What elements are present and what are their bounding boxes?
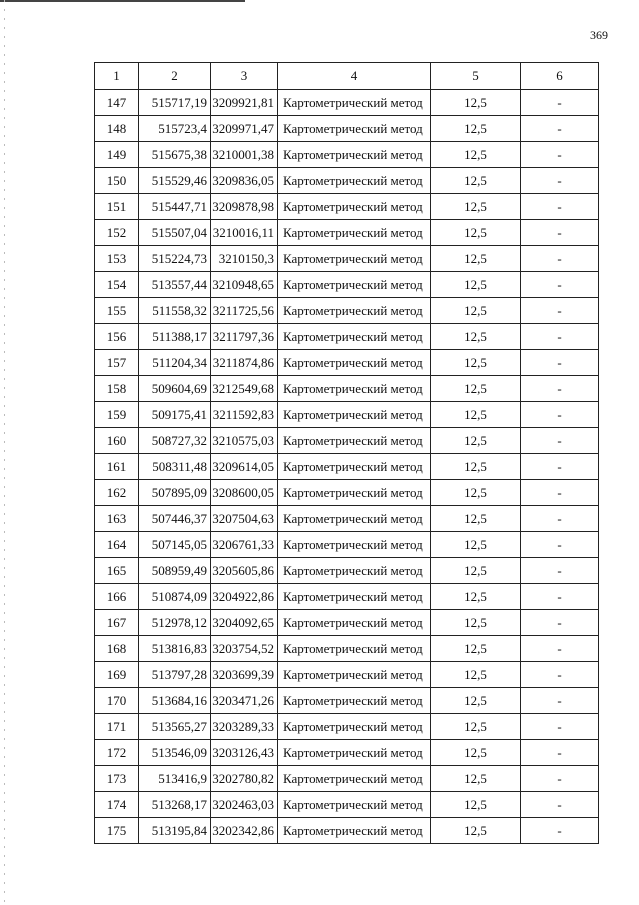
- accuracy-cell: 12,5: [431, 324, 521, 350]
- table-row: [95, 454, 599, 480]
- table-row: [95, 766, 599, 792]
- point-number-cell: 164: [95, 532, 139, 558]
- accuracy-cell: 12,5: [431, 818, 521, 844]
- y-coordinate-cell: 3204092,65: [211, 610, 278, 636]
- method-cell: Картометрический метод: [278, 688, 431, 714]
- accuracy-cell: 12,5: [431, 246, 521, 272]
- x-coordinate-cell: 515224,73: [139, 246, 211, 272]
- x-coordinate-cell: 513797,28: [139, 662, 211, 688]
- note-cell: -: [521, 688, 599, 714]
- accuracy-cell: 12,5: [431, 584, 521, 610]
- accuracy-cell: 12,5: [431, 506, 521, 532]
- point-number-cell: 148: [95, 116, 139, 142]
- y-coordinate-cell: 3202780,82: [211, 766, 278, 792]
- accuracy-cell: 12,5: [431, 402, 521, 428]
- table-row: [95, 350, 599, 376]
- point-number-cell: 162: [95, 480, 139, 506]
- point-number-cell: 147: [95, 90, 139, 116]
- y-coordinate-cell: 3203471,26: [211, 688, 278, 714]
- accuracy-cell: 12,5: [431, 168, 521, 194]
- table-row: [95, 246, 599, 272]
- y-coordinate-cell: 3206761,33: [211, 532, 278, 558]
- table-row: [95, 688, 599, 714]
- x-coordinate-cell: 507145,05: [139, 532, 211, 558]
- x-coordinate-cell: 513684,16: [139, 688, 211, 714]
- note-cell: -: [521, 610, 599, 636]
- point-number-cell: 156: [95, 324, 139, 350]
- y-coordinate-cell: 3211725,56: [211, 298, 278, 324]
- note-cell: -: [521, 168, 599, 194]
- scan-margin-marks: [4, 0, 5, 905]
- y-coordinate-cell: 3203699,39: [211, 662, 278, 688]
- point-number-cell: 151: [95, 194, 139, 220]
- note-cell: -: [521, 662, 599, 688]
- accuracy-cell: 12,5: [431, 454, 521, 480]
- note-cell: -: [521, 116, 599, 142]
- x-coordinate-cell: 513416,9: [139, 766, 211, 792]
- point-number-cell: 165: [95, 558, 139, 584]
- table-row: [95, 480, 599, 506]
- method-cell: Картометрический метод: [278, 194, 431, 220]
- method-cell: Картометрический метод: [278, 142, 431, 168]
- note-cell: -: [521, 480, 599, 506]
- x-coordinate-cell: 513195,84: [139, 818, 211, 844]
- x-coordinate-cell: 515717,19: [139, 90, 211, 116]
- x-coordinate-cell: 510874,09: [139, 584, 211, 610]
- point-number-cell: 155: [95, 298, 139, 324]
- accuracy-cell: 12,5: [431, 194, 521, 220]
- top-rule: [0, 0, 245, 2]
- x-coordinate-cell: 511204,34: [139, 350, 211, 376]
- table-row: [95, 168, 599, 194]
- x-coordinate-cell: 515507,04: [139, 220, 211, 246]
- x-coordinate-cell: 508311,48: [139, 454, 211, 480]
- point-number-cell: 153: [95, 246, 139, 272]
- table-row: [95, 194, 599, 220]
- table-row: [95, 116, 599, 142]
- y-coordinate-cell: 3210150,3: [211, 246, 278, 272]
- table-row: [95, 220, 599, 246]
- note-cell: -: [521, 220, 599, 246]
- table-row: [95, 792, 599, 818]
- note-cell: -: [521, 454, 599, 480]
- note-cell: -: [521, 246, 599, 272]
- table-body: [95, 63, 599, 844]
- method-cell: Картометрический метод: [278, 428, 431, 454]
- y-coordinate-cell: 3209971,47: [211, 116, 278, 142]
- x-coordinate-cell: 513268,17: [139, 792, 211, 818]
- x-coordinate-cell: 508727,32: [139, 428, 211, 454]
- y-coordinate-cell: 3211797,36: [211, 324, 278, 350]
- y-coordinate-cell: 3210575,03: [211, 428, 278, 454]
- x-coordinate-cell: 515529,46: [139, 168, 211, 194]
- x-coordinate-cell: 511558,32: [139, 298, 211, 324]
- note-cell: -: [521, 272, 599, 298]
- note-cell: -: [521, 142, 599, 168]
- y-coordinate-cell: 3209836,05: [211, 168, 278, 194]
- method-cell: Картометрический метод: [278, 610, 431, 636]
- x-coordinate-cell: 515675,38: [139, 142, 211, 168]
- method-cell: Картометрический метод: [278, 662, 431, 688]
- note-cell: -: [521, 766, 599, 792]
- x-coordinate-cell: 513557,44: [139, 272, 211, 298]
- point-number-cell: 173: [95, 766, 139, 792]
- note-cell: -: [521, 194, 599, 220]
- y-coordinate-cell: 3209921,81: [211, 90, 278, 116]
- point-number-cell: 166: [95, 584, 139, 610]
- accuracy-cell: 12,5: [431, 142, 521, 168]
- note-cell: -: [521, 636, 599, 662]
- table-header-row: [95, 63, 599, 90]
- x-coordinate-cell: 512978,12: [139, 610, 211, 636]
- x-coordinate-cell: 513546,09: [139, 740, 211, 766]
- table-row: [95, 428, 599, 454]
- method-cell: Картометрический метод: [278, 376, 431, 402]
- table-row: [95, 558, 599, 584]
- y-coordinate-cell: 3202342,86: [211, 818, 278, 844]
- y-coordinate-cell: 3203289,33: [211, 714, 278, 740]
- y-coordinate-cell: 3210016,11: [211, 220, 278, 246]
- y-coordinate-cell: 3208600,05: [211, 480, 278, 506]
- note-cell: -: [521, 714, 599, 740]
- point-number-cell: 168: [95, 636, 139, 662]
- method-cell: Картометрический метод: [278, 714, 431, 740]
- y-coordinate-cell: 3207504,63: [211, 506, 278, 532]
- point-number-cell: 171: [95, 714, 139, 740]
- x-coordinate-cell: 513816,83: [139, 636, 211, 662]
- table-row: [95, 610, 599, 636]
- method-cell: Картометрический метод: [278, 90, 431, 116]
- column-header: 3: [211, 63, 278, 90]
- point-number-cell: 150: [95, 168, 139, 194]
- y-coordinate-cell: 3212549,68: [211, 376, 278, 402]
- table-row: [95, 584, 599, 610]
- method-cell: Картометрический метод: [278, 168, 431, 194]
- column-header: 5: [431, 63, 521, 90]
- table-row: [95, 324, 599, 350]
- table-row: [95, 298, 599, 324]
- x-coordinate-cell: 507446,37: [139, 506, 211, 532]
- note-cell: -: [521, 428, 599, 454]
- table-row: [95, 532, 599, 558]
- accuracy-cell: 12,5: [431, 714, 521, 740]
- point-number-cell: 174: [95, 792, 139, 818]
- column-header: 4: [278, 63, 431, 90]
- note-cell: -: [521, 584, 599, 610]
- note-cell: -: [521, 558, 599, 584]
- accuracy-cell: 12,5: [431, 272, 521, 298]
- method-cell: Картометрический метод: [278, 324, 431, 350]
- table-row: [95, 636, 599, 662]
- y-coordinate-cell: 3209878,98: [211, 194, 278, 220]
- note-cell: -: [521, 506, 599, 532]
- accuracy-cell: 12,5: [431, 610, 521, 636]
- table-row: [95, 506, 599, 532]
- accuracy-cell: 12,5: [431, 532, 521, 558]
- column-header: 6: [521, 63, 599, 90]
- column-header: 1: [95, 63, 139, 90]
- table-row: [95, 402, 599, 428]
- x-coordinate-cell: 511388,17: [139, 324, 211, 350]
- accuracy-cell: 12,5: [431, 428, 521, 454]
- method-cell: Картометрический метод: [278, 272, 431, 298]
- coordinates-table: [94, 62, 599, 844]
- page-number: 369: [590, 28, 608, 42]
- y-coordinate-cell: 3202463,03: [211, 792, 278, 818]
- point-number-cell: 170: [95, 688, 139, 714]
- y-coordinate-cell: 3204922,86: [211, 584, 278, 610]
- note-cell: -: [521, 818, 599, 844]
- table-row: [95, 376, 599, 402]
- accuracy-cell: 12,5: [431, 220, 521, 246]
- method-cell: Картометрический метод: [278, 480, 431, 506]
- point-number-cell: 167: [95, 610, 139, 636]
- method-cell: Картометрический метод: [278, 246, 431, 272]
- x-coordinate-cell: 515447,71: [139, 194, 211, 220]
- accuracy-cell: 12,5: [431, 90, 521, 116]
- table-row: [95, 740, 599, 766]
- method-cell: Картометрический метод: [278, 350, 431, 376]
- y-coordinate-cell: 3209614,05: [211, 454, 278, 480]
- y-coordinate-cell: 3203754,52: [211, 636, 278, 662]
- method-cell: Картометрический метод: [278, 220, 431, 246]
- y-coordinate-cell: 3210948,65: [211, 272, 278, 298]
- y-coordinate-cell: 3203126,43: [211, 740, 278, 766]
- point-number-cell: 152: [95, 220, 139, 246]
- x-coordinate-cell: 509175,41: [139, 402, 211, 428]
- x-coordinate-cell: 513565,27: [139, 714, 211, 740]
- method-cell: Картометрический метод: [278, 818, 431, 844]
- accuracy-cell: 12,5: [431, 116, 521, 142]
- accuracy-cell: 12,5: [431, 636, 521, 662]
- note-cell: -: [521, 740, 599, 766]
- y-coordinate-cell: 3205605,86: [211, 558, 278, 584]
- accuracy-cell: 12,5: [431, 350, 521, 376]
- method-cell: Картометрический метод: [278, 792, 431, 818]
- method-cell: Картометрический метод: [278, 740, 431, 766]
- note-cell: -: [521, 298, 599, 324]
- point-number-cell: 163: [95, 506, 139, 532]
- note-cell: -: [521, 532, 599, 558]
- point-number-cell: 160: [95, 428, 139, 454]
- point-number-cell: 149: [95, 142, 139, 168]
- note-cell: -: [521, 350, 599, 376]
- note-cell: -: [521, 324, 599, 350]
- method-cell: Картометрический метод: [278, 532, 431, 558]
- point-number-cell: 172: [95, 740, 139, 766]
- column-header: 2: [139, 63, 211, 90]
- table-row: [95, 272, 599, 298]
- accuracy-cell: 12,5: [431, 766, 521, 792]
- point-number-cell: 158: [95, 376, 139, 402]
- accuracy-cell: 12,5: [431, 662, 521, 688]
- table-row: [95, 662, 599, 688]
- accuracy-cell: 12,5: [431, 688, 521, 714]
- table-row: [95, 714, 599, 740]
- table-row: [95, 90, 599, 116]
- accuracy-cell: 12,5: [431, 740, 521, 766]
- note-cell: -: [521, 792, 599, 818]
- x-coordinate-cell: 508959,49: [139, 558, 211, 584]
- method-cell: Картометрический метод: [278, 298, 431, 324]
- method-cell: Картометрический метод: [278, 506, 431, 532]
- method-cell: Картометрический метод: [278, 766, 431, 792]
- accuracy-cell: 12,5: [431, 298, 521, 324]
- accuracy-cell: 12,5: [431, 792, 521, 818]
- note-cell: -: [521, 376, 599, 402]
- method-cell: Картометрический метод: [278, 454, 431, 480]
- note-cell: -: [521, 402, 599, 428]
- point-number-cell: 159: [95, 402, 139, 428]
- point-number-cell: 169: [95, 662, 139, 688]
- point-number-cell: 161: [95, 454, 139, 480]
- table-row: [95, 818, 599, 844]
- method-cell: Картометрический метод: [278, 584, 431, 610]
- method-cell: Картометрический метод: [278, 116, 431, 142]
- x-coordinate-cell: 509604,69: [139, 376, 211, 402]
- x-coordinate-cell: 507895,09: [139, 480, 211, 506]
- table-row: [95, 142, 599, 168]
- accuracy-cell: 12,5: [431, 480, 521, 506]
- note-cell: -: [521, 90, 599, 116]
- method-cell: Картометрический метод: [278, 636, 431, 662]
- method-cell: Картометрический метод: [278, 402, 431, 428]
- point-number-cell: 175: [95, 818, 139, 844]
- point-number-cell: 154: [95, 272, 139, 298]
- y-coordinate-cell: 3211874,86: [211, 350, 278, 376]
- point-number-cell: 157: [95, 350, 139, 376]
- method-cell: Картометрический метод: [278, 558, 431, 584]
- y-coordinate-cell: 3211592,83: [211, 402, 278, 428]
- x-coordinate-cell: 515723,4: [139, 116, 211, 142]
- accuracy-cell: 12,5: [431, 558, 521, 584]
- y-coordinate-cell: 3210001,38: [211, 142, 278, 168]
- accuracy-cell: 12,5: [431, 376, 521, 402]
